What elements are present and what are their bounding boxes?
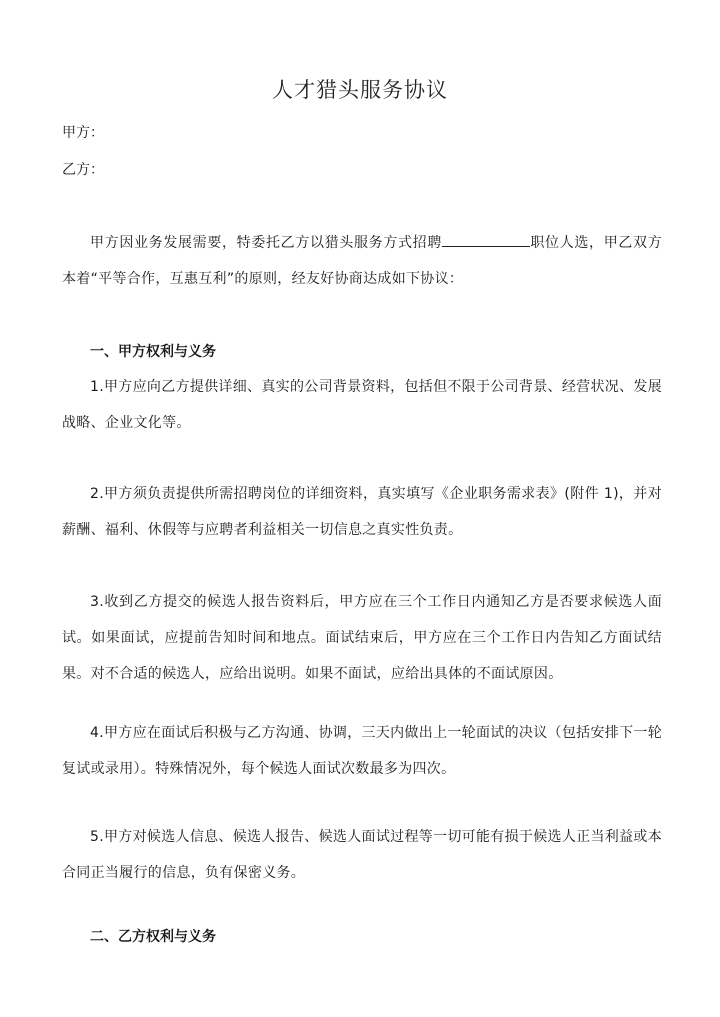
clause-1: 1.甲方应向乙方提供详细、真实的公司背景资料，包括但不限于公司背景、经营状况、发展战略、企业文化等。 xyxy=(62,379,662,431)
position-blank-field[interactable] xyxy=(442,232,530,247)
section-heading-party-a: 一、甲方权利与义务 xyxy=(90,344,216,360)
intro-text-after: 职位人选，甲乙双方本着“平等合作，互惠互利”的原则，经友好协商达成如下协议： xyxy=(62,235,662,287)
party-b-label: 乙方： xyxy=(62,162,104,178)
intro-paragraph xyxy=(62,225,662,297)
section-heading-party-b: 二、乙方权利与义务 xyxy=(90,929,216,945)
clause-2: 2.甲方须负责提供所需招聘岗位的详细资料，真实填写《企业职务需求表》(附件 1)，并对薪酬、福利、休假等与应聘者利益相关一切信息之真实性负责。 xyxy=(62,486,662,538)
intro-text-before: 甲方因业务发展需要，特委托乙方以猎头服务方式招聘 xyxy=(90,235,442,251)
clause-5: 5.甲方对候选人信息、候选人报告、候选人面试过程等一切可能有损于候选人正当利益或本合同正当履行的信息，负有保密义务。 xyxy=(62,829,662,881)
document-title: 人才猎头服务协议 xyxy=(272,78,448,102)
clause-3: 3.收到乙方提交的候选人报告资料后，甲方应在三个工作日内通知乙方是否要求候选人面试。如果面试，应提前告知时间和地点。面试结束后，甲方应在三个工作日内告知乙方面试结果。对不合适的候选人，应给出说明。如果不面试，应给出具体的不面试原因。 xyxy=(62,594,662,682)
party-a-label: 甲方： xyxy=(62,125,104,141)
clause-4: 4.甲方应在面试后积极与乙方沟通、协调，三天内做出上一轮面试的决议（包括安排下一轮复试或录用）。特殊情况外，每个候选人面试次数最多为四次。 xyxy=(62,725,662,777)
